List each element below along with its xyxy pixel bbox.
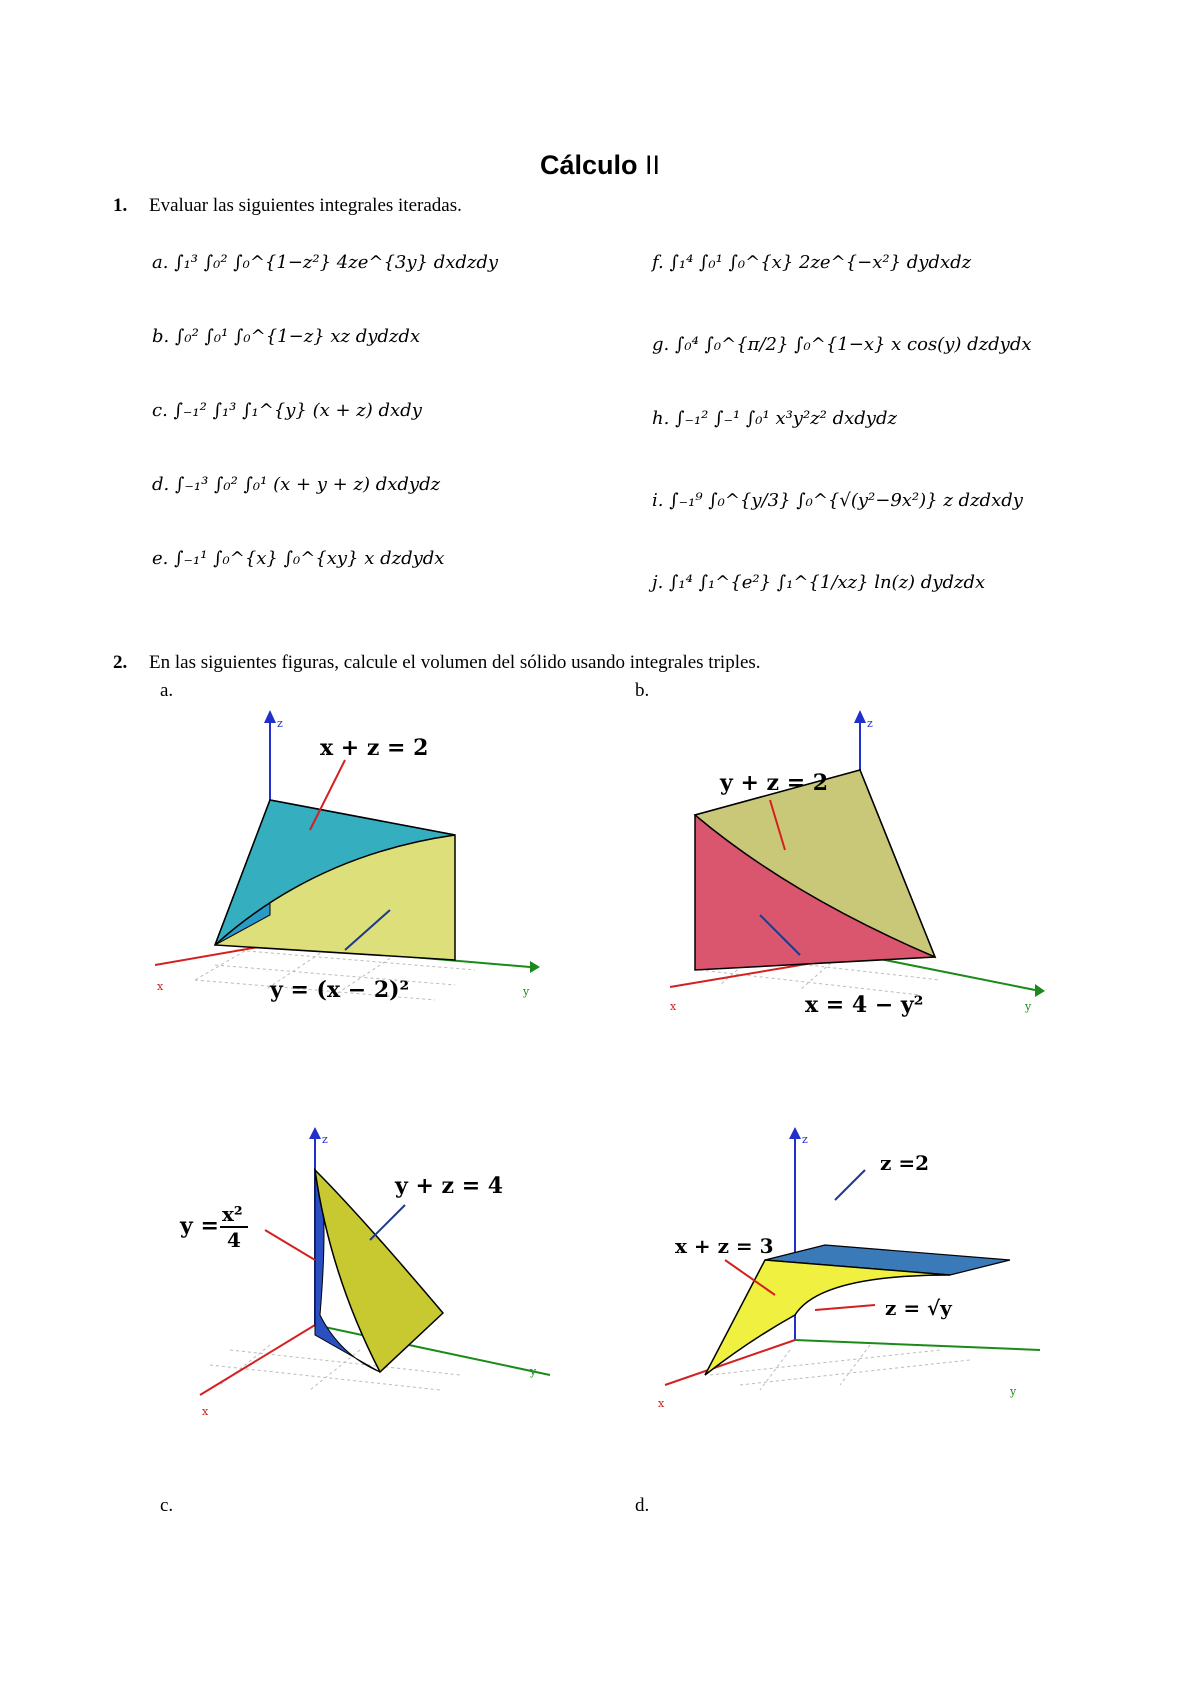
equation-d3: z = √y (885, 1296, 952, 1320)
x-axis-label: x (202, 1405, 209, 1418)
figure-a-label: a. (160, 680, 174, 701)
arrow-d3 (815, 1305, 875, 1310)
equation-c2-num: x² (222, 1202, 243, 1226)
figure-d (650, 1125, 1050, 1415)
z-axis-label: z (867, 717, 873, 730)
equation-a2: y = (x − 2)² (270, 977, 410, 1003)
equation-d1: z =2 (880, 1151, 929, 1175)
equation-c2-den: 4 (227, 1228, 241, 1252)
question-text: En las siguientes figuras, calcule el volumen del sólido usando integrales triples. (149, 652, 761, 673)
figure-c (160, 1125, 560, 1425)
question-number: 1. (113, 195, 128, 216)
integral-b: b. ∫₀² ∫₀¹ ∫₀^{1−z} xz dydzdx (152, 326, 421, 347)
figure-a (155, 705, 555, 1025)
equation-d2: x + z = 3 (675, 1234, 774, 1258)
question-text: Evaluar las siguientes integrales iteradas. (149, 195, 462, 216)
equation-b1: y + z = 2 (720, 770, 829, 796)
x-axis-label: x (157, 980, 164, 993)
figure-b-label: b. (635, 680, 650, 701)
page-title: Cálculo II (539, 150, 661, 180)
arrow-d1 (835, 1170, 865, 1200)
y-axis-label: y (523, 985, 530, 998)
y-axis-label: y (1010, 1385, 1017, 1398)
integral-a: a. ∫₁³ ∫₀² ∫₀^{1−z²} 4ze^{3y} dxdzdy (152, 252, 499, 273)
y-axis (795, 1340, 1040, 1350)
integral-g: g. ∫₀⁴ ∫₀^{π/2} ∫₀^{1−x} x cos(y) dzdydx (652, 334, 1032, 355)
equation-c2-lhs: y = (180, 1213, 219, 1239)
question-1 (113, 195, 462, 217)
integral-d: d. ∫₋₁³ ∫₀² ∫₀¹ (x + y + z) dxdydz (152, 474, 441, 495)
x-axis-label: x (670, 1000, 677, 1013)
grid (210, 1345, 460, 1390)
figure-b (660, 705, 1060, 1025)
x-axis-label: x (658, 1397, 665, 1410)
integral-f: f. ∫₁⁴ ∫₀¹ ∫₀^{x} 2ze^{−x²} dydxdz (652, 252, 972, 273)
figure-d-label: d. (635, 1495, 650, 1516)
integral-h: h. ∫₋₁² ∫₋¹ ∫₀¹ x³y²z² dxdydz (652, 408, 897, 429)
grid (710, 1345, 970, 1390)
arrow-c1 (265, 1230, 315, 1260)
y-axis-label: y (530, 1365, 537, 1378)
z-axis-label: z (277, 717, 283, 730)
integral-c: c. ∫₋₁² ∫₁³ ∫₁^{y} (x + z) dxdy (152, 400, 422, 421)
equation-c1: y + z = 4 (395, 1173, 504, 1199)
x-axis (200, 1325, 315, 1395)
question-2 (113, 652, 761, 674)
arrow-c2 (370, 1205, 405, 1240)
integral-i: i. ∫₋₁⁹ ∫₀^{y/3} ∫₀^{√(y²−9x²)} z dzdxdy (652, 490, 1023, 511)
y-axis (315, 1325, 550, 1375)
z-axis-label: z (802, 1133, 808, 1146)
z-axis-label: z (322, 1133, 328, 1146)
equation-a1: x + z = 2 (320, 735, 429, 761)
integral-e: e. ∫₋₁¹ ∫₀^{x} ∫₀^{xy} x dzdydx (152, 548, 445, 569)
figure-c-label: c. (160, 1495, 174, 1516)
y-axis-label: y (1025, 1000, 1032, 1013)
question-number: 2. (113, 652, 128, 673)
equation-b2: x = 4 − y² (805, 992, 924, 1018)
integral-j: j. ∫₁⁴ ∫₁^{e²} ∫₁^{1/xz} ln(z) dydzdx (652, 572, 986, 593)
